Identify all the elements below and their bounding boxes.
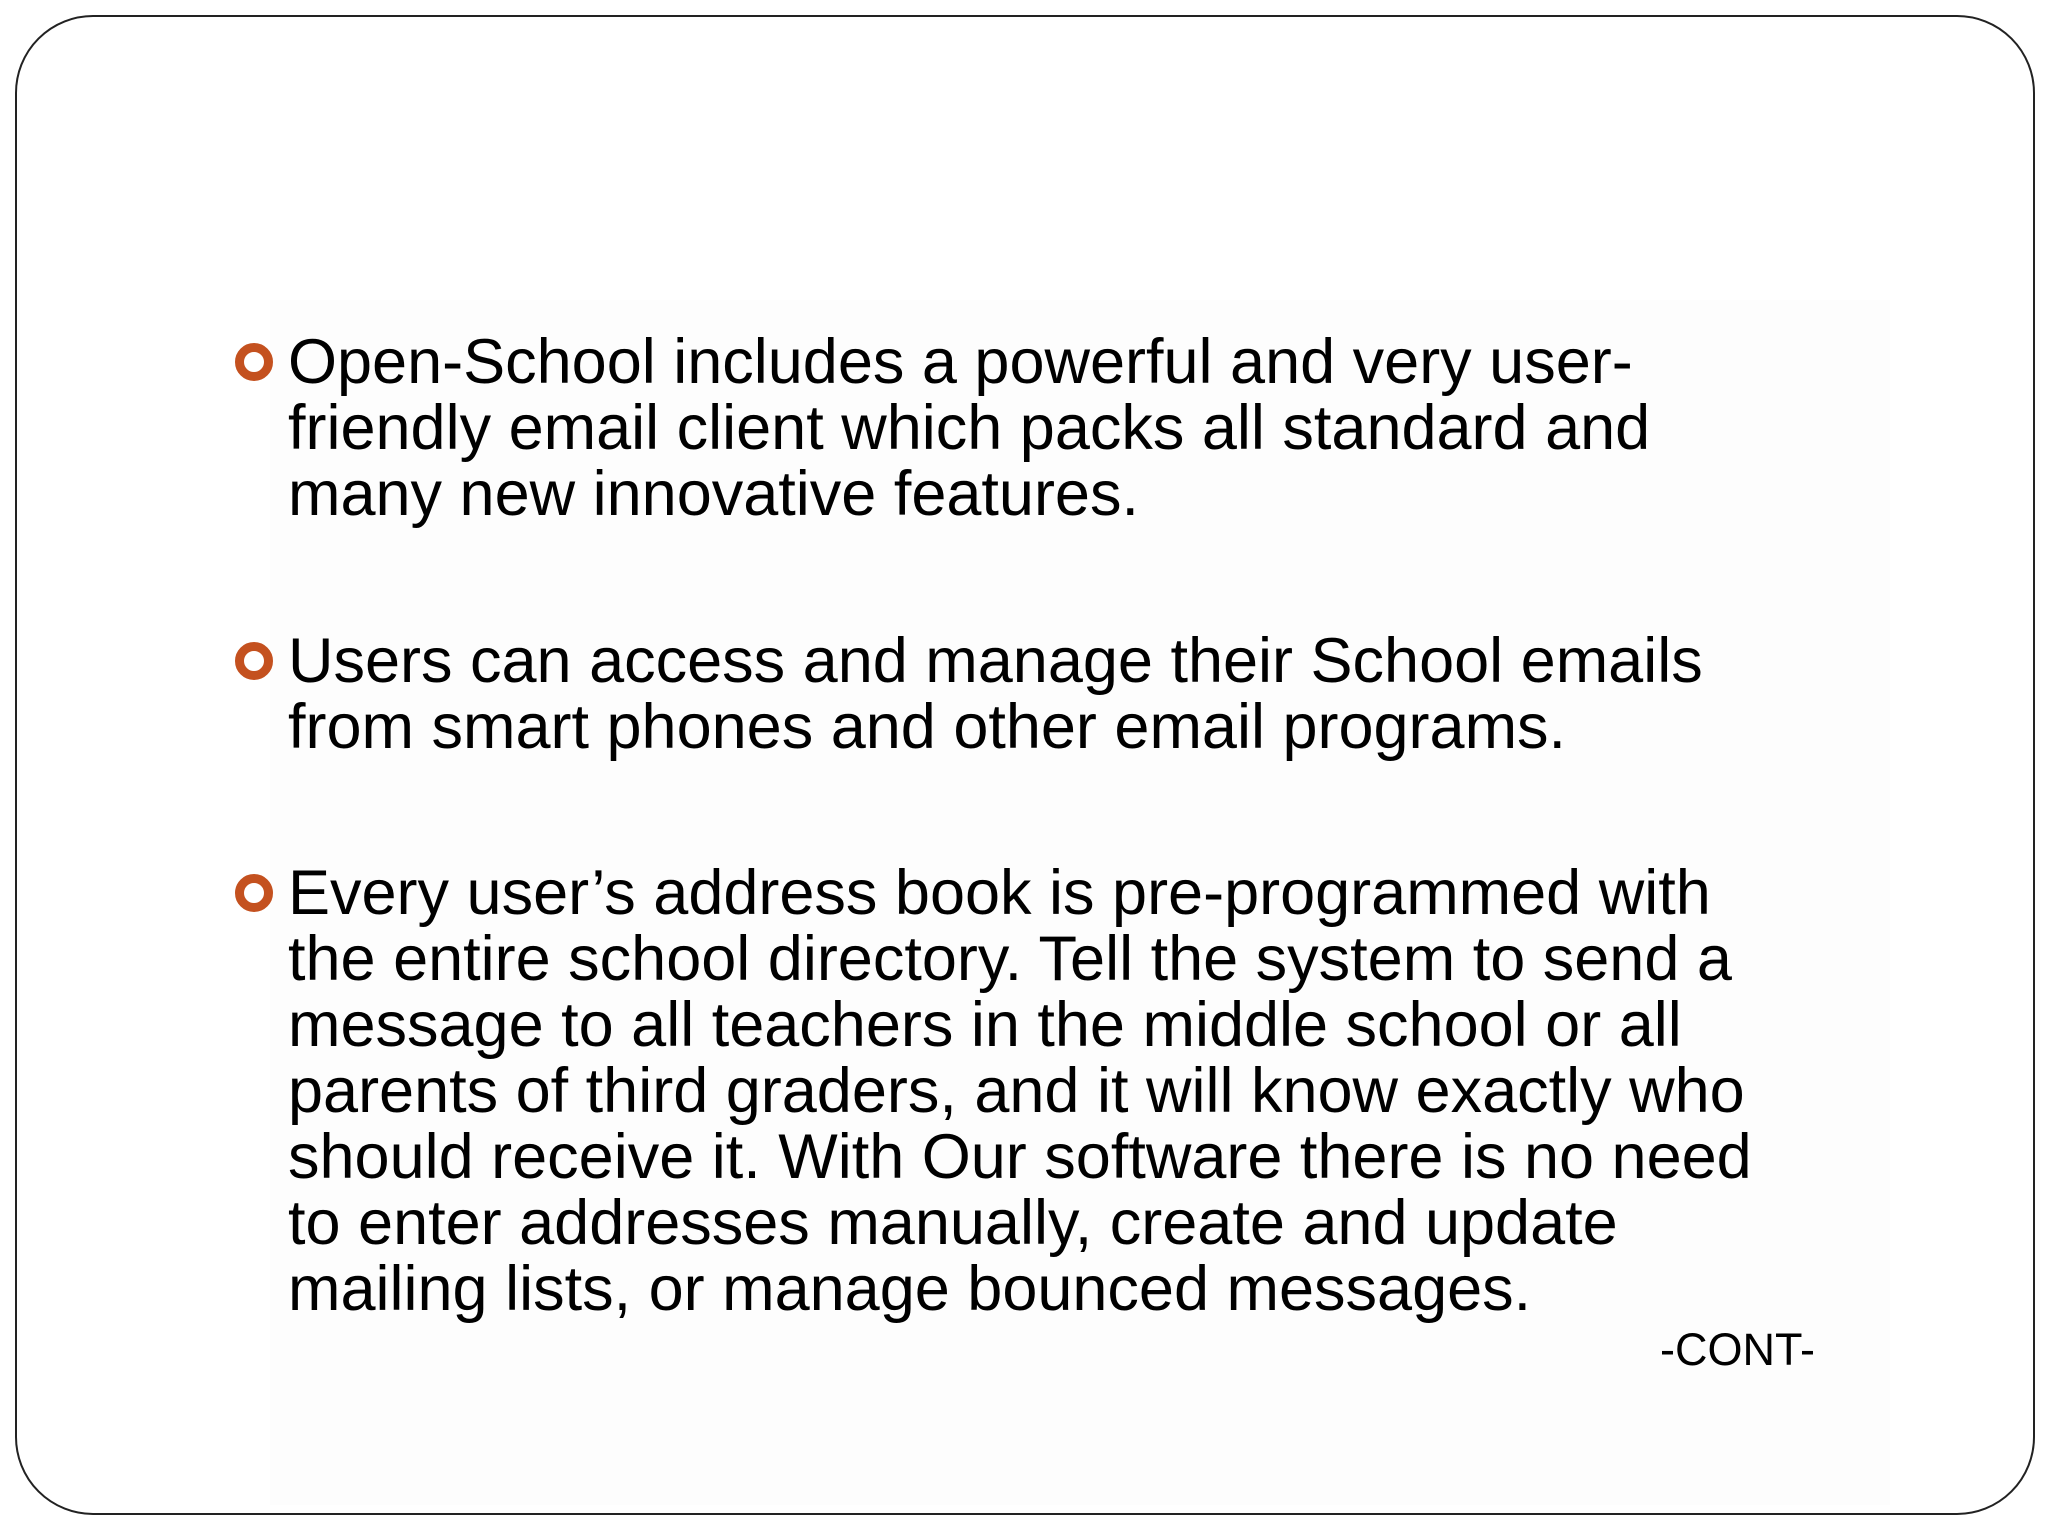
bullet-line: the entire school directory. Tell the system to send a xyxy=(288,924,1732,994)
continued-label: -CONT- xyxy=(1660,1324,1815,1375)
bullet-line: parents of third graders, and it will know exactly who xyxy=(288,1056,1745,1126)
bullet-line: Open-School includes a powerful and very user- xyxy=(288,327,1633,397)
bullet-line: Every user’s address book is pre-programmed with xyxy=(288,858,1711,928)
bullet-text-3 xyxy=(288,860,1752,1322)
bullet-line: friendly email client which packs all standard and xyxy=(288,393,1651,463)
bullet-circle-icon xyxy=(235,642,273,680)
bullet-line: Users can access and manage their School emails xyxy=(288,626,1703,696)
bullet-line: mailing lists, or manage bounced messages. xyxy=(288,1254,1532,1324)
bullet-line: from smart phones and other email programs. xyxy=(288,692,1567,762)
bullet-line: to enter addresses manually, create and update xyxy=(288,1188,1618,1258)
bullet-line: should receive it. With Our software there is no need xyxy=(288,1122,1752,1192)
bullet-text-1 xyxy=(288,329,1650,527)
bullet-circle-icon xyxy=(235,874,273,912)
bullet-circle-icon xyxy=(235,343,273,381)
bullet-line: message to all teachers in the middle school or all xyxy=(288,990,1682,1060)
bullet-line: many new innovative features. xyxy=(288,459,1139,529)
bullet-text-2 xyxy=(288,628,1703,760)
